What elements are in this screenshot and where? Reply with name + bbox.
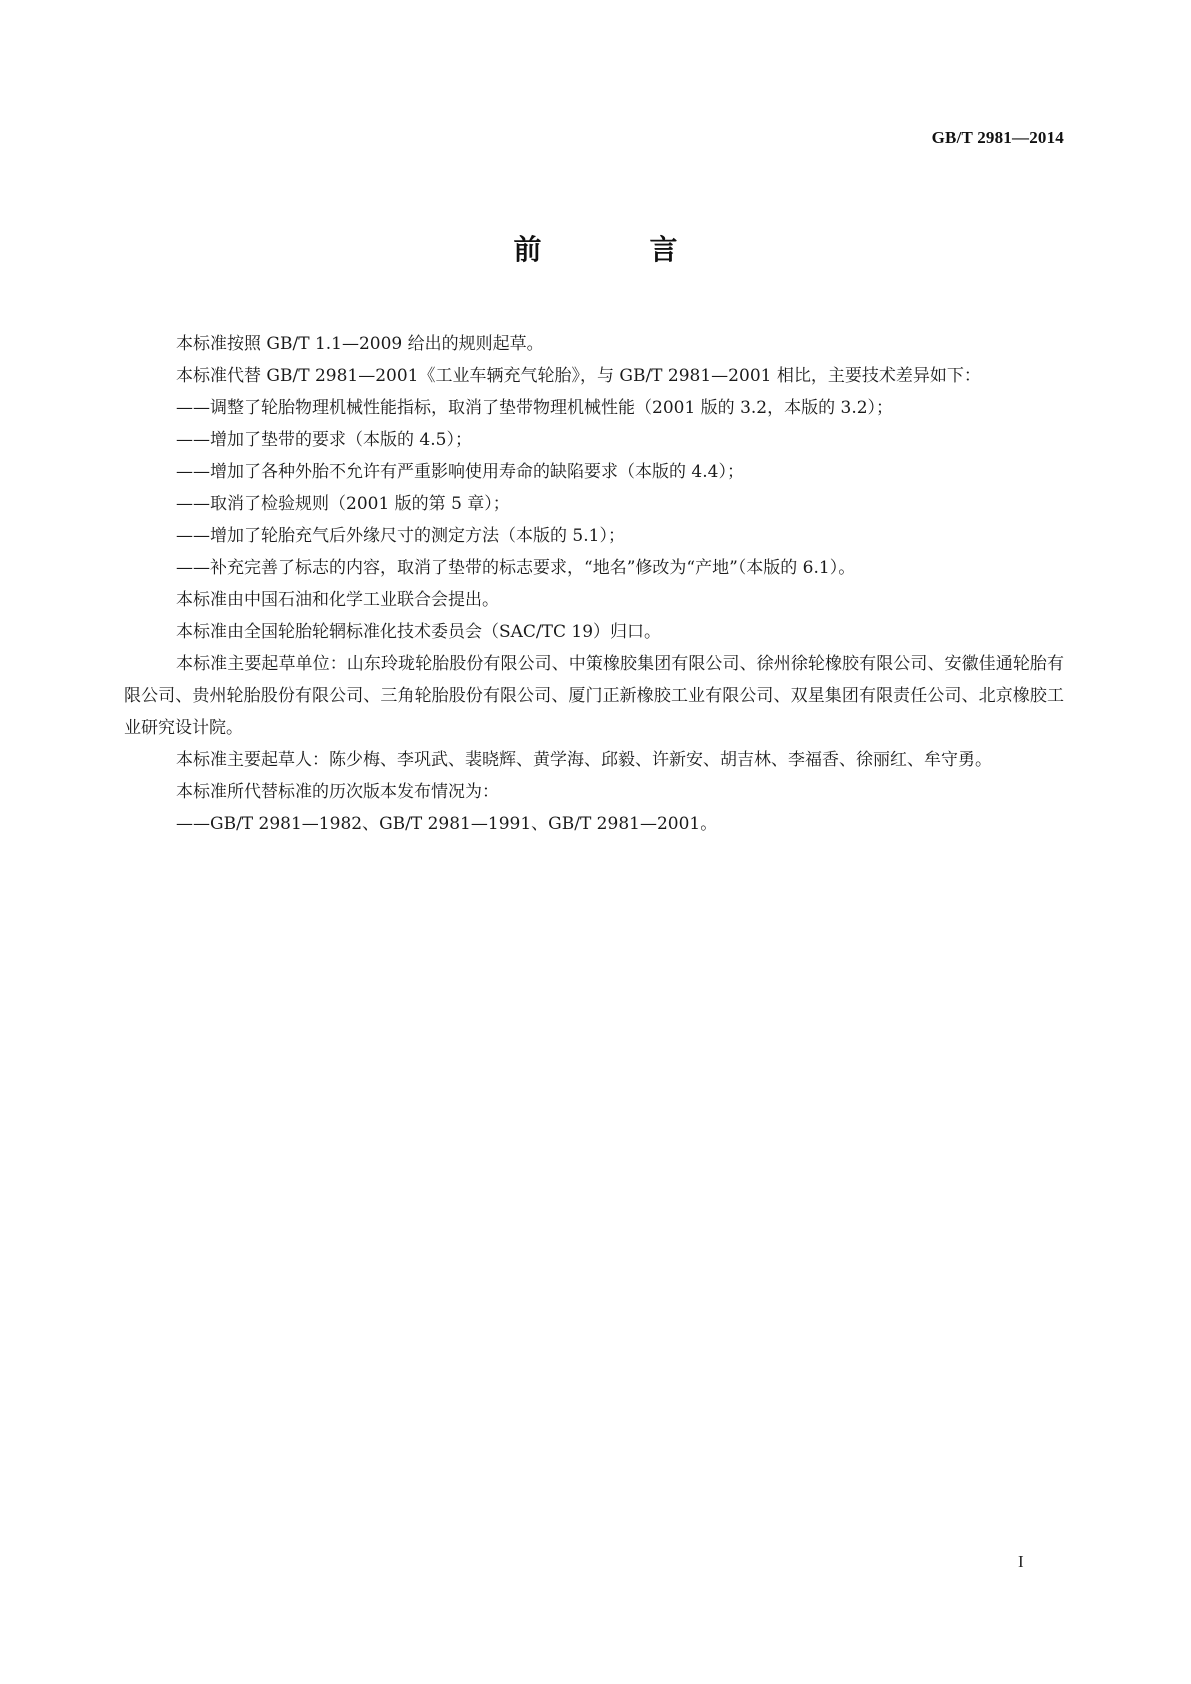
list-item: ——增加了垫带的要求（本版的 4.5）； [176, 430, 472, 450]
paragraph-drafting-units: 本标准主要起草单位：山东玲珑轮胎股份有限公司、中策橡胶集团有限公司、徐州徐轮橡胶有限公司、安徽佳通轮胎有限公司、贵州轮胎股份有限公司、三角轮胎股份有限公司、厦门正新橡胶工业有限公司、双星集团有限责任公司、北京橡胶工业研究设计院。 [124, 654, 1064, 738]
list-item: ——增加了各种外胎不允许有严重影响使用寿命的缺陷要求（本版的 4.4）； [176, 462, 744, 482]
list-item: ——补充完善了标志的内容，取消了垫带的标志要求，“地名”修改为“产地”（本版的 6.1）。 [176, 558, 856, 578]
paragraph-replacement: 本标准代替 GB/T 2981—2001《工业车辆充气轮胎》，与 GB/T 2981—2001 相比，主要技术差异如下： [176, 366, 981, 386]
foreword-body [124, 328, 1064, 840]
standard-code: GB/T 2981—2014 [931, 128, 1064, 147]
paragraph-committee: 本标准由全国轮胎轮辋标准化技术委员会（SAC/TC 19）归口。 [176, 622, 662, 642]
list-item: ——GB/T 2981—1982、GB/T 2981—1991、GB/T 2981—2001。 [176, 814, 718, 834]
paragraph-history: 本标准所代替标准的历次版本发布情况为： [176, 782, 499, 802]
list-item: ——增加了轮胎充气后外缘尺寸的测定方法（本版的 5.1）； [176, 526, 625, 546]
paragraph-drafting-rules: 本标准按照 GB/T 1.1—2009 给出的规则起草。 [176, 334, 544, 354]
list-item: ——取消了检验规则（2001 版的第 5 章）； [176, 494, 510, 514]
paragraph-drafters: 本标准主要起草人：陈少梅、李巩武、裴晓辉、黄学海、邱毅、许新安、胡吉林、李福香、徐丽红、牟守勇。 [176, 750, 992, 770]
page-title: 前 言 [513, 233, 718, 266]
page-number: I [1018, 1552, 1024, 1571]
list-item: ——调整了轮胎物理机械性能指标，取消了垫带物理机械性能（2001 版的 3.2，本版的 3.2）； [176, 398, 894, 418]
paragraph-proposer: 本标准由中国石油和化学工业联合会提出。 [176, 590, 499, 610]
